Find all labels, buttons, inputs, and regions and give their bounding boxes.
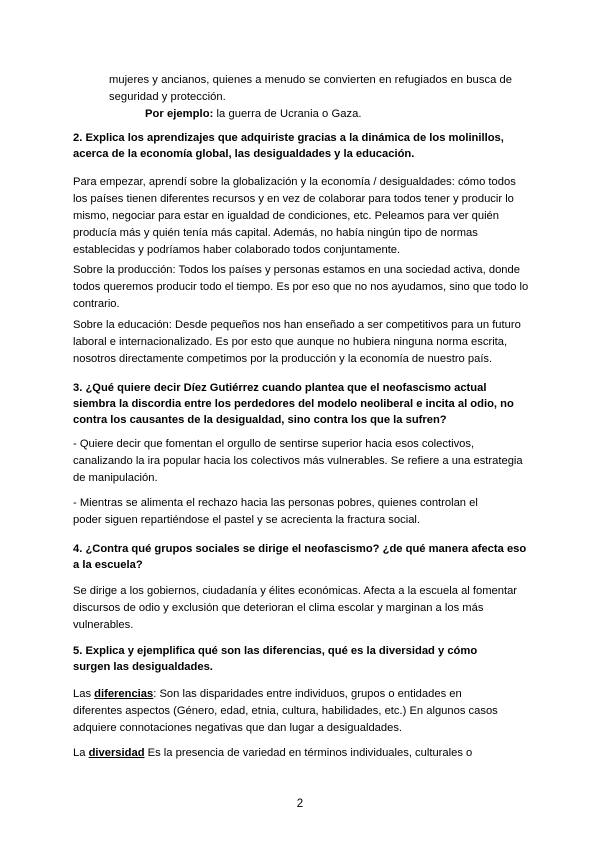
paragraph-line: vulnerables. (73, 619, 134, 631)
paragraph-line: establecidas y podríamos haber colaborado todos conjuntamente. (73, 244, 401, 256)
question-2-heading (73, 130, 543, 162)
diferencias-term: diferencias (94, 688, 154, 700)
diversidad-term: diversidad (88, 747, 145, 759)
paragraph-line: - Quiere decir que fomentan el orgullo de sentirse superior hacia esos colectivos, (73, 438, 475, 450)
heading-line: siembra la discordia entre los perdedores del modelo neoliberal e incita al odio, no (73, 398, 514, 410)
paragraph-line: canalizando la ira popular hacia los colectivos más vulnerables. Se refiere a una estrategia (73, 455, 523, 467)
question-3-paragraph-2 (73, 495, 533, 529)
question-4-paragraph-1 (73, 583, 533, 634)
page-number: 2 (296, 798, 304, 810)
paragraph-line: discursos de odio y exclusión que deterioran el clima escolar y marginan a los más (73, 602, 484, 614)
intro-example (145, 106, 362, 123)
div-rest: Es la presencia de variedad en términos individuales, culturales o (144, 747, 473, 759)
paragraph-line: nosotros directamente competimos por la producción y la economía de nuestro país. (73, 353, 493, 365)
div-prefix: La (73, 747, 89, 759)
question-2-paragraph-1 (73, 174, 533, 259)
paragraph-line: los países tienen diferentes recursos y en vez de colaborar para todos tener y producir lo (73, 193, 514, 205)
paragraph-line: producía más y quién tenía más capital. Además, no había ningún tipo de normas (73, 227, 478, 239)
diversidad-paragraph (73, 745, 533, 762)
heading-line: acerca de la economía global, las desigualdades y la educación. (73, 148, 415, 160)
paragraph-line: diferentes aspectos (Género, edad, etnia, cultura, habilidades, etc.) En algunos casos (73, 705, 498, 717)
paragraph-line: Para empezar, aprendí sobre la globalización y la economía / desigualdades: cómo todos (73, 176, 516, 188)
diferencias-paragraph (73, 686, 533, 737)
question-2-paragraph-3 (73, 317, 533, 368)
question-3-paragraph-1 (73, 436, 533, 487)
heading-line: surgen las desigualdades. (73, 661, 213, 673)
paragraph-line: Sobre la educación: Desde pequeños nos han enseñado a ser competitivos para un futuro (73, 319, 521, 331)
paragraph-line: contrario. (73, 298, 120, 310)
heading-line: 5. Explica y ejemplifica qué son las diferencias, qué es la diversidad y cómo (73, 645, 478, 657)
intro-line-2: seguridad y protección. (109, 91, 226, 103)
paragraph-line: mismo, negociar para estar en igualdad de condiciones, etc. Peleamos para ver quién (73, 210, 499, 222)
example-text: la guerra de Ucrania o Gaza. (213, 108, 362, 120)
paragraph-line: todos queremos producir todo el tiempo. Es por eso que no nos ayudamos, sino que todo lo (73, 281, 529, 293)
question-5-heading (73, 643, 543, 675)
intro-line-1: mujeres y ancianos, quienes a menudo se convierten en refugiados en busca de (109, 74, 513, 86)
question-2-paragraph-2 (73, 262, 533, 313)
diff-prefix: Las (73, 688, 95, 700)
example-label: Por ejemplo: (145, 108, 214, 120)
paragraph-line: de manipulación. (73, 472, 158, 484)
paragraph-line: Sobre la producción: Todos los países y personas estamos en una sociedad activa, donde (73, 264, 520, 276)
heading-line: 3. ¿Qué quiere decir Díez Gutiérrez cuando plantea que el neofascismo actual (73, 382, 487, 394)
paragraph-line (73, 745, 533, 762)
diff-rest: : Son las disparidades entre individuos, grupos o entidades en (153, 688, 462, 700)
paragraph-line: laboral e internacionalizado. Es por esto que aunque no hubiera ninguna norma escrita, (73, 336, 508, 348)
heading-line: a la escuela? (73, 559, 143, 571)
paragraph-line: - Mientras se alimenta el rechazo hacia las personas pobres, quienes controlan el (73, 497, 478, 509)
heading-line: 2. Explica los aprendizajes que adquiriste gracias a la dinámica de los molinillos, (73, 132, 504, 144)
paragraph-line: poder siguen repartiéndose el pastel y se acrecienta la fractura social. (73, 514, 421, 526)
paragraph-line (73, 686, 533, 703)
question-3-heading (73, 380, 543, 428)
paragraph-line: adquiere connotaciones negativas que dan lugar a desigualdades. (73, 722, 403, 734)
heading-line: contra los causantes de la desigualdad, sino contra los que la sufren? (73, 414, 447, 426)
heading-line: 4. ¿Contra qué grupos sociales se dirige el neofascismo? ¿de qué manera afecta eso (73, 543, 527, 555)
question-4-heading (73, 541, 543, 573)
paragraph-line: Se dirige a los gobiernos, ciudadanía y élites económicas. Afecta a la escuela al fomentar (73, 585, 518, 597)
